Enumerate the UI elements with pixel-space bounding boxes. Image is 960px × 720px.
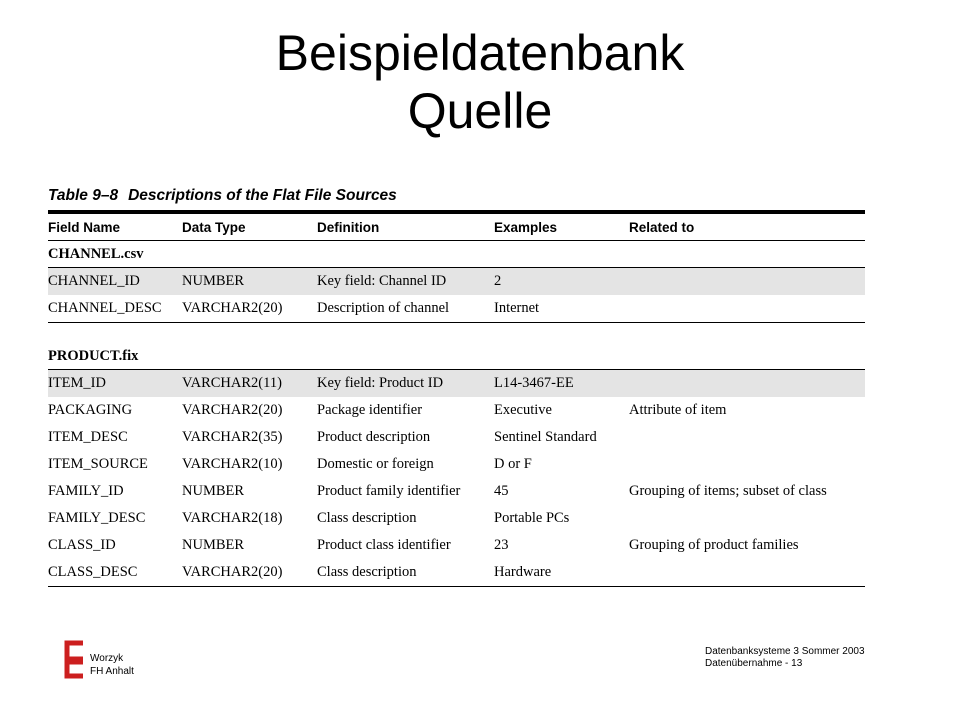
cell-data-type: VARCHAR2(20) (182, 402, 283, 418)
footer-author-block (90, 652, 134, 678)
cell-example: 2 (494, 268, 629, 296)
footer-course: Datenbanksysteme 3 Sommer 2003 (705, 646, 865, 657)
cell-example: D or F (494, 456, 532, 472)
header-definition: Definition (317, 214, 494, 241)
cell-definition: Product family identifier (317, 483, 461, 499)
fh-anhalt-logo-icon (62, 640, 88, 680)
cell-example: Portable PCs (494, 510, 570, 526)
header-field-name: Field Name (48, 214, 182, 241)
table-header-row (48, 214, 865, 241)
cell-field-name: PACKAGING (48, 402, 133, 418)
cell-related-to: Grouping of product families (629, 537, 799, 553)
cell-field-name: ITEM_ID (48, 370, 182, 398)
cell-definition: Product description (317, 429, 431, 445)
cell-data-type: VARCHAR2(11) (182, 370, 317, 398)
cell-data-type: NUMBER (182, 537, 245, 553)
table-row (48, 268, 865, 296)
cell-related-to (629, 295, 865, 323)
cell-example: Sentinel Standard (494, 429, 597, 445)
cell-data-type: VARCHAR2(20) (182, 559, 317, 587)
cell-related-to: Grouping of items; subset of class (629, 483, 827, 499)
table-row (48, 295, 865, 323)
cell-example: 23 (494, 537, 509, 553)
cell-related-to (629, 268, 865, 296)
cell-related-to (629, 370, 865, 398)
group-spacer (48, 323, 865, 344)
cell-data-type: NUMBER (182, 268, 317, 296)
cell-definition: Domestic or foreign (317, 456, 434, 472)
header-examples: Examples (494, 214, 629, 241)
footer-institution: FH Anhalt (90, 666, 134, 677)
table-row (48, 451, 865, 478)
footer-author: Worzyk (90, 653, 124, 664)
table-caption (48, 186, 397, 206)
cell-definition: Class description (317, 510, 417, 526)
file-name: CHANNEL.csv (48, 241, 865, 268)
cell-field-name: FAMILY_ID (48, 483, 124, 499)
table-row (48, 397, 865, 424)
cell-related-to (629, 451, 865, 478)
table-row (48, 505, 865, 532)
table-caption-title: Descriptions of the Flat File Sources (128, 187, 397, 204)
cell-definition: Key field: Product ID (317, 370, 494, 398)
table-row (48, 532, 865, 559)
cell-field-name: ITEM_DESC (48, 429, 128, 445)
cell-example: L14-3467-EE (494, 370, 629, 398)
cell-example: Internet (494, 295, 629, 323)
cell-definition: Key field: Channel ID (317, 268, 494, 296)
table-row (48, 424, 865, 451)
cell-definition: Class description (317, 559, 494, 587)
table-caption-label: Table 9–8 (48, 187, 119, 204)
cell-example: Executive (494, 402, 552, 418)
cell-definition: Product class identifier (317, 537, 451, 553)
cell-data-type: NUMBER (182, 483, 245, 499)
cell-data-type: VARCHAR2(35) (182, 429, 283, 445)
cell-data-type: VARCHAR2(18) (182, 510, 283, 526)
table-row (48, 370, 865, 398)
cell-related-to (629, 424, 865, 451)
cell-related-to (629, 559, 865, 587)
cell-related-to (629, 505, 865, 532)
cell-field-name: CHANNEL_ID (48, 268, 182, 296)
header-data-type: Data Type (182, 214, 317, 241)
cell-data-type: VARCHAR2(20) (182, 295, 317, 323)
cell-field-name: CLASS_DESC (48, 559, 182, 587)
file-name: PRODUCT.fix (48, 343, 865, 370)
cell-definition: Description of channel (317, 295, 494, 323)
slide-title-line-1: Beispieldatenbank (275, 25, 685, 81)
slide-title-line-2: Quelle (407, 83, 553, 139)
cell-example: Hardware (494, 559, 629, 587)
file-group-row (48, 343, 865, 370)
table-row (48, 559, 865, 587)
slide-title (0, 24, 960, 140)
cell-field-name: CHANNEL_DESC (48, 295, 182, 323)
footer-page: Datenübernahme - 13 (705, 658, 803, 669)
table-row (48, 478, 865, 505)
footer-course-block (705, 646, 865, 670)
cell-field-name: CLASS_ID (48, 537, 116, 553)
cell-example: 45 (494, 483, 509, 499)
flat-file-sources-table (48, 214, 865, 587)
cell-field-name: ITEM_SOURCE (48, 456, 148, 472)
header-related-to: Related to (629, 214, 865, 241)
cell-related-to: Attribute of item (629, 402, 727, 418)
cell-field-name: FAMILY_DESC (48, 510, 146, 526)
cell-data-type: VARCHAR2(10) (182, 456, 283, 472)
file-group-row (48, 241, 865, 268)
cell-definition: Package identifier (317, 402, 423, 418)
